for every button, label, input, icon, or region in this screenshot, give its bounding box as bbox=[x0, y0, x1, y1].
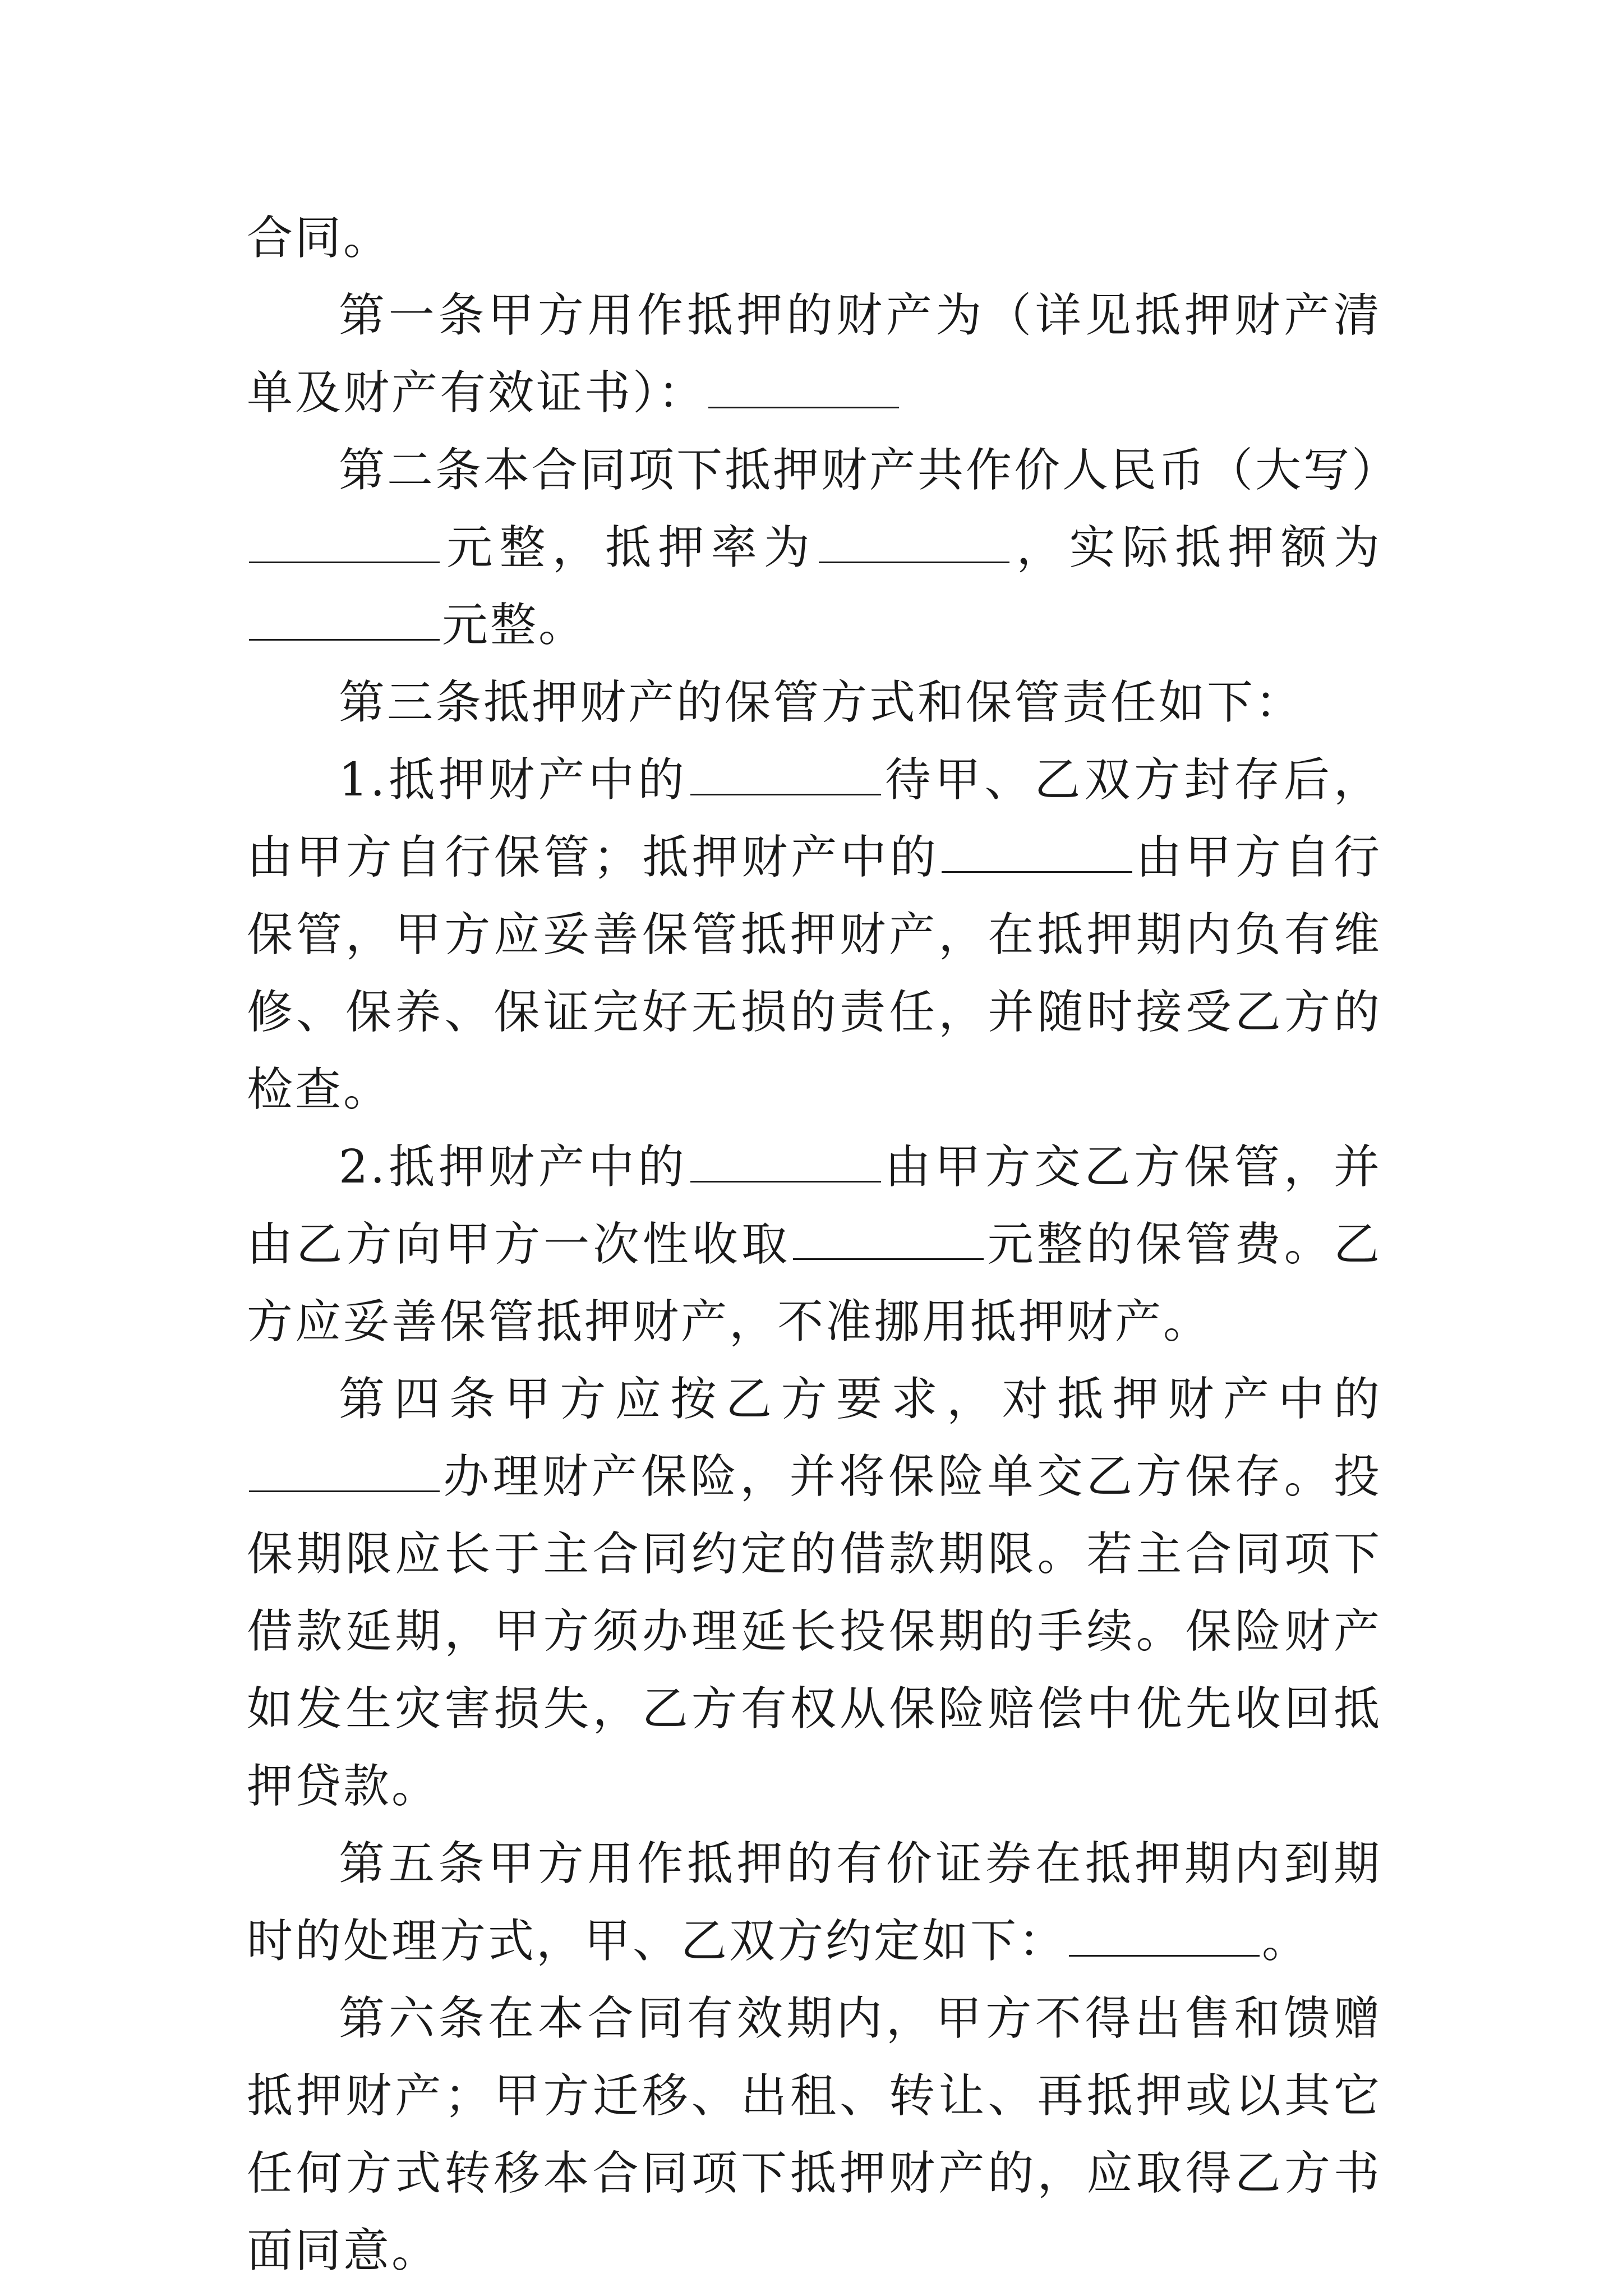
paragraph-text: 合同。 bbox=[247, 211, 392, 265]
fill-in-blank bbox=[793, 1218, 984, 1260]
fill-in-blank bbox=[942, 831, 1132, 873]
fill-in-blank bbox=[249, 1450, 440, 1492]
paragraph-text: 由甲方自行保管，甲方应妥善保管抵押财产，在抵押期内负有维修、保养、保证完好无损的责任，并随时接受乙方的检查。 bbox=[247, 831, 1382, 1116]
paragraph-text: 元整的保管费。乙方应妥善保管抵押财产，不准挪用抵押财产。 bbox=[247, 1218, 1382, 1349]
paragraph-text: 元整。 bbox=[442, 599, 587, 652]
contract-paragraph bbox=[247, 664, 1382, 742]
paragraph-text: 第二条本合同项下抵押财产共作价人民币（大写） bbox=[339, 444, 1400, 497]
contract-paragraph bbox=[247, 1825, 1382, 1980]
contract-paragraph bbox=[247, 1361, 1382, 1825]
paragraph-text: ，实际抵押额为 bbox=[1012, 521, 1382, 574]
paragraph-text: 由甲方交乙方保管，并由乙方向甲方一次性收取 bbox=[247, 1140, 1382, 1271]
paragraph-text: 第一条甲方用作抵押的财产为（详见抵押财产清单及财产有效证书）： bbox=[247, 289, 1382, 420]
contract-paragraph bbox=[247, 200, 1382, 277]
contract-paragraph bbox=[247, 1129, 1382, 1361]
fill-in-blank bbox=[249, 521, 440, 563]
fill-in-blank bbox=[249, 599, 440, 641]
paragraph-text: 。 bbox=[1262, 1915, 1311, 1968]
contract-paragraph bbox=[247, 277, 1382, 432]
fill-in-blank bbox=[819, 521, 1009, 563]
fill-in-blank bbox=[690, 1140, 881, 1182]
contract-paragraph bbox=[247, 742, 1382, 1129]
contract-paragraph bbox=[247, 1980, 1382, 2290]
paragraph-text: 办理财产保险，并将保险单交乙方保存。投保期限应长于主合同约定的借款期限。若主合同项下借款延期，甲方须办理延长投保期的手续。保险财产如发生灾害损失，乙方有权从保险赔偿中优先收回抵押贷款。 bbox=[247, 1450, 1382, 1813]
paragraph-text: 第五条甲方用作抵押的有价证券在抵押期内到期时的处理方式，甲、乙双方约定如下： bbox=[247, 1837, 1382, 1968]
paragraph-text: 第六条在本合同有效期内，甲方不得出售和馈赠抵押财产；甲方迁移、出租、转让、再抵押或以其它任何方式转移本合同项下抵押财产的，应取得乙方书面同意。 bbox=[247, 1992, 1382, 2277]
contract-body bbox=[247, 200, 1400, 2290]
fill-in-blank bbox=[708, 366, 899, 408]
paragraph-text: 元整，抵押率为 bbox=[442, 521, 817, 574]
fill-in-blank bbox=[1069, 1915, 1260, 1957]
paragraph-text: 1.抵押财产中的 bbox=[339, 753, 688, 807]
paragraph-text: 2.抵押财产中的 bbox=[339, 1140, 688, 1194]
fill-in-blank bbox=[690, 753, 881, 795]
contract-paragraph bbox=[247, 432, 1400, 664]
paragraph-text: 待甲、乙双方封存后，由甲方自行保管；抵押财产中的 bbox=[247, 753, 1382, 884]
paragraph-text: 第四条甲方应按乙方要求，对抵押财产中的 bbox=[339, 1373, 1382, 1426]
paragraph-text: 第三条抵押财产的保管方式和保管责任如下： bbox=[339, 676, 1304, 729]
